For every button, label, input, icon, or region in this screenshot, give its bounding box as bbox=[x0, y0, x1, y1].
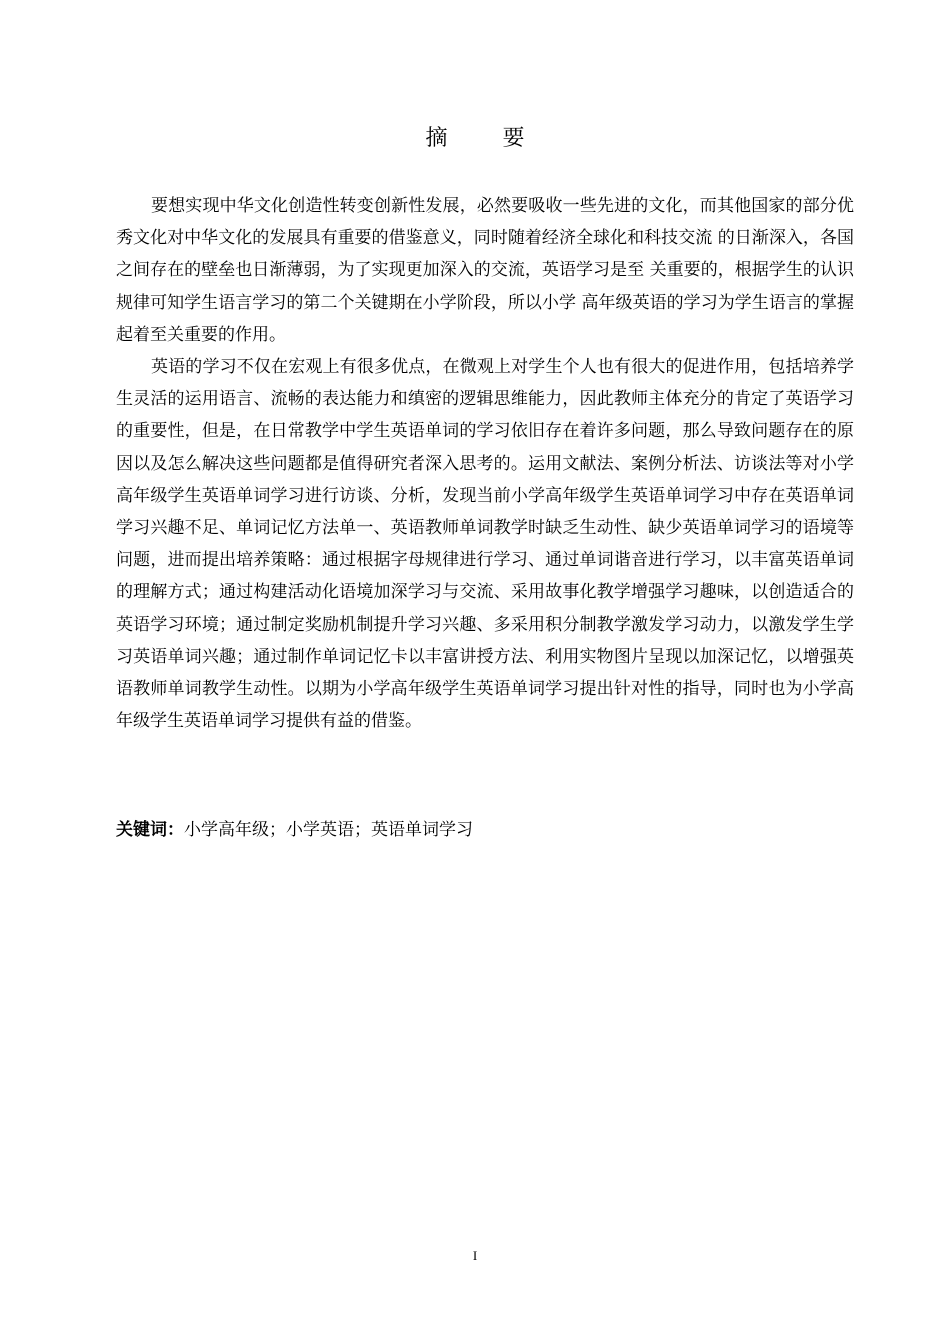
abstract-paragraph-2: 英语的学习不仅在宏观上有很多优点，在微观上对学生个人也有很大的促进作用，包括培养学生灵活的运用语言、流畅的表达能力和缜密的逻辑思维能力，因此教师主体充分的肯定了英语学习的重要性，但是，在日常教学中学生英语单词的学习依旧存在着许多问题，那么导致问题存在的原因以及怎么解决这些问题都是值得研究者深入思考的。运用文献法、案例分析法、访谈法等对小学高年级学生英语单词学习进行访谈、分析，发现当前小学高年级学生英语单词学习中存在英语单词学习兴趣不足、单词记忆方法单一、英语教师单词教学时缺乏生动性、缺少英语单词学习的语境等问题，进而提出培养策略：通过根据字母规律进行学习、通过单词谐音进行学习，以丰富英语单词的理解方式；通过构建活动化语境加深学习与交流、采用故事化教学增强学习趣味，以创造适合的英语学习环境；通过制定奖励机制提升学习兴趣、多采用积分制教学激发学习动力，以激发学生学习英语单词兴趣；通过制作单词记忆卡以丰富讲授方法、利用实物图片呈现以加深记忆，以增强英语教师单词教学生动性。以期为小学高年级学生英语单词学习提出针对性的指导，同时也为小学高年级学生英语单词学习提供有益的借鉴。 bbox=[116, 357, 854, 732]
keywords-label: 关键词： bbox=[116, 820, 184, 840]
keywords-line bbox=[116, 815, 854, 845]
page-number: I bbox=[472, 1248, 478, 1263]
keywords-value: 小学高年级；小学英语；英语单词学习 bbox=[184, 820, 473, 840]
abstract-paragraph-1: 要想实现中华文化创造性转变创新性发展，必然要吸收一些先进的文化，而其他国家的部分优秀文化对中华文化的发展具有重要的借鉴意义，同时随着经济全球化和科技交流 的日渐深入，各国之间存在的壁垒也日渐薄弱，为了实现更加深入的交流，英语学习是至 关重要的，根据学生的认识规律可知学生语言学习的第二个关键期在小学阶段，所以小学 高年级英语的学习为学生语言的掌握起着至关重要的作用。 bbox=[116, 196, 854, 345]
abstract-title: 摘 要 bbox=[425, 126, 549, 151]
abstract-body bbox=[116, 190, 854, 737]
